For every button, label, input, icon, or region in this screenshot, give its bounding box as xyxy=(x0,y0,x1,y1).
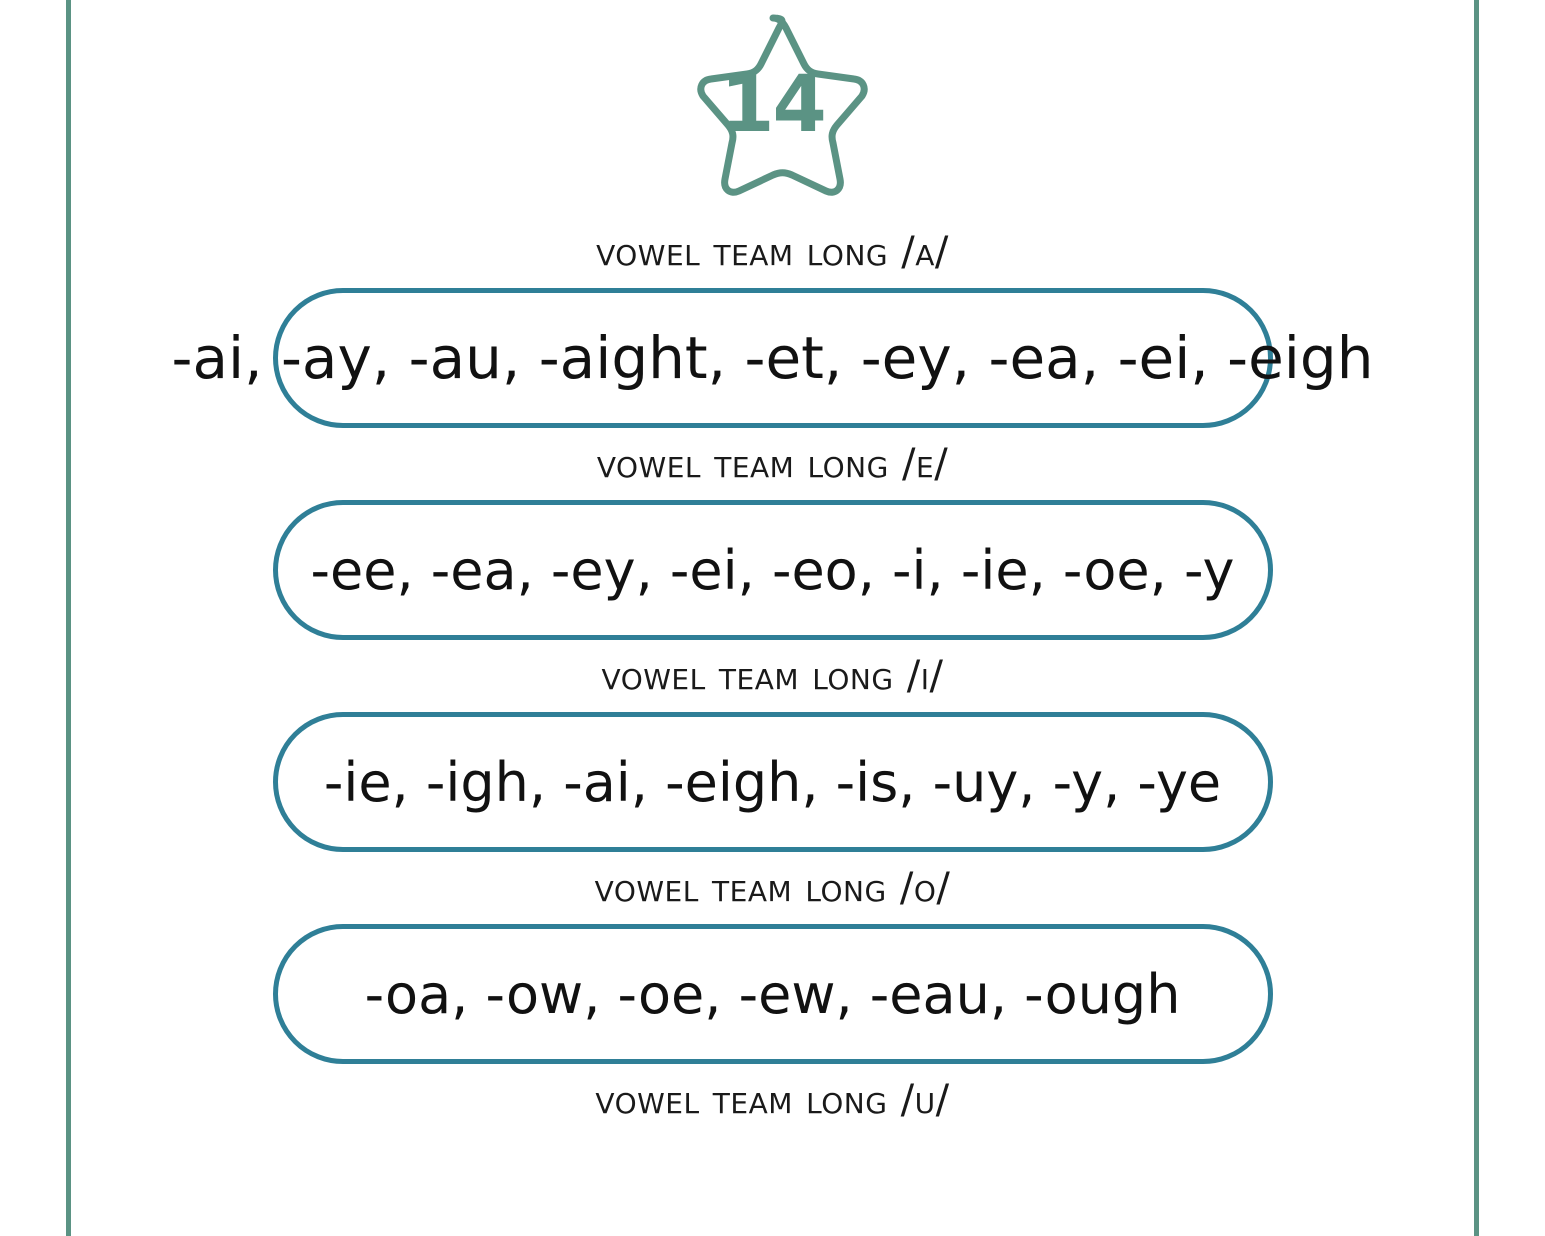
section-long-i xyxy=(66,654,1479,852)
section-long-e xyxy=(66,442,1479,640)
pattern-text: -ee, -ea, -ey, -ei, -eo, -i, -ie, -oe, -y xyxy=(310,538,1235,602)
pattern-text: -oa, -ow, -oe, -ew, -eau, -ough xyxy=(364,962,1181,1026)
section-title: vowel team long /u/ xyxy=(595,1078,950,1122)
section-title: vowel team long /i/ xyxy=(601,653,944,699)
section-title: vowel team long /o/ xyxy=(594,865,951,911)
section-title: vowel team long /e/ xyxy=(596,441,949,487)
pattern-pill xyxy=(171,288,1374,428)
badge-number: 14 xyxy=(720,60,825,150)
pattern-pill xyxy=(273,500,1273,640)
badge-area xyxy=(66,0,1479,216)
pattern-pill xyxy=(273,712,1273,852)
section-long-a xyxy=(66,230,1479,428)
star-badge xyxy=(673,8,873,216)
section-long-o xyxy=(66,866,1479,1064)
pattern-text: -ie, -igh, -ai, -eigh, -is, -uy, -y, -ye xyxy=(323,750,1222,814)
pattern-text: -ai, -ay, -au, -aight, -et, -ey, -ea, -ei, -eigh xyxy=(171,324,1374,392)
section-long-u xyxy=(66,1078,1479,1122)
pattern-pill xyxy=(273,924,1273,1064)
section-title: vowel team long /a/ xyxy=(596,229,949,275)
page-content xyxy=(66,0,1479,1236)
